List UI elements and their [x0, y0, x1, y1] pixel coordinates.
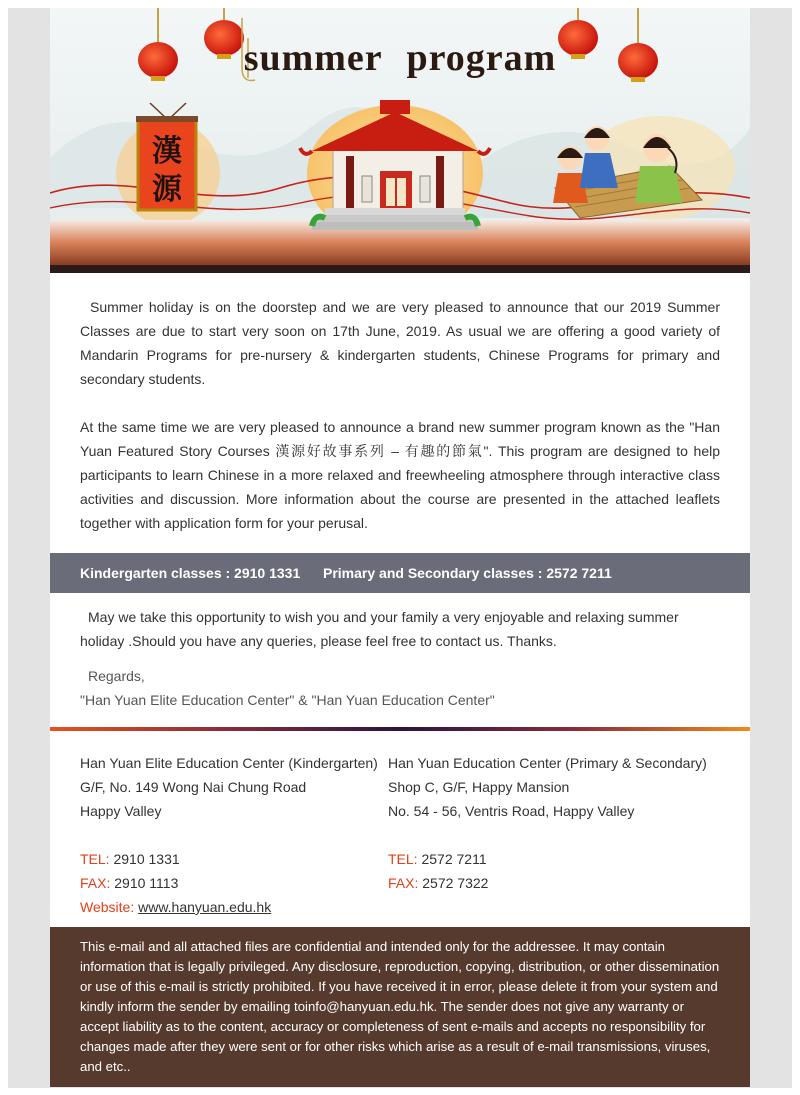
center-name: Han Yuan Elite Education Center (Kindergarten) [80, 755, 378, 771]
gradient-divider [50, 727, 750, 731]
tel-value: 2572 7211 [421, 851, 487, 867]
banner-title: summer program [243, 37, 557, 79]
kindergarten-center-info [80, 751, 385, 919]
intro-paragraph: At the same time we are very pleased to announce a brand new summer program known as the "Han Yuan Featured Story Courses 漢源好故事系列 – 有趣的節氣". This program are designed to help participants to learn Chinese in a more relaxed and freewheeling atmosphere through interactive class activities and discussion. More information about the course are presented in the attached leaflets together with application form for your perusal. [80, 419, 720, 531]
regards-section [80, 664, 495, 712]
wish-section [80, 605, 720, 653]
sign-character-bottom: 源 [152, 172, 182, 207]
contact-phone-bar [50, 553, 750, 593]
center-address-line: Shop C, G/F, Happy Mansion [388, 779, 570, 795]
sign-character-top: 漢 [152, 134, 182, 169]
intro-section [80, 295, 720, 535]
website-label: Website: [80, 899, 135, 915]
regards-line: Regards, [88, 668, 145, 684]
fax-value: 2910 1113 [114, 875, 179, 891]
tel-row [80, 847, 385, 871]
fax-value: 2572 7322 [422, 875, 489, 891]
tel-row [388, 847, 718, 871]
fax-row [80, 871, 385, 895]
kindergarten-phone: Kindergarten classes : 2910 1331 [80, 565, 301, 581]
regards-signature: "Han Yuan Elite Education Center" & "Han Yuan Education Center" [80, 692, 495, 708]
tel-label: TEL: [80, 851, 110, 867]
primary-center-info [388, 751, 718, 895]
email-body [50, 8, 750, 1087]
center-address-line: Happy Valley [80, 803, 162, 819]
fax-row [388, 871, 718, 895]
disclaimer-footer [50, 927, 750, 1087]
tel-value: 2910 1331 [113, 851, 180, 867]
website-link[interactable]: www.hanyuan.edu.hk [138, 899, 272, 915]
center-address-line: No. 54 - 56, Ventris Road, Happy Valley [388, 803, 635, 819]
disclaimer-text: This e-mail and all attached files are confidential and intended only for the addressee. It may contain information that is legally privileged. Any disclosure, reproduction, copying, distribution, or other dissemination or use of this e-mail is strictly prohibited. If you have received it in error, please delete it from your system and kindly inform the sender by emailing toinfo@hanyuan.edu.hk. The sender does not give any warranty or accept liability as to the content, accuracy or completeness of sent e-mails and accepts no responsibility for changes made after they were sent or for other risks which arise as a result of e-mail transmissions, viruses, and etc.. [80, 939, 720, 1074]
fax-label: FAX: [388, 875, 419, 891]
intro-paragraph: Summer holiday is on the doorstep and we are very pleased to announce that our 2019 Summer Classes are due to start very soon on 17th June, 2019. As usual we are offering a good variety of Mandarin Programs for pre-nursery & kindergarten students, Chinese Programs for primary and secondary students. [80, 299, 720, 387]
fax-label: FAX: [80, 875, 111, 891]
website-row [80, 895, 385, 919]
center-name: Han Yuan Education Center (Primary & Secondary) [388, 755, 707, 771]
tel-label: TEL: [388, 851, 418, 867]
summer-program-banner [50, 8, 750, 273]
center-address-line: G/F, No. 149 Wong Nai Chung Road [80, 779, 307, 795]
wish-text: May we take this opportunity to wish you and your family a very enjoyable and relaxing summer holiday .Should you have any queries, please feel free to contact us. Thanks. [80, 609, 679, 649]
primary-secondary-phone: Primary and Secondary classes : 2572 7211 [323, 565, 612, 581]
